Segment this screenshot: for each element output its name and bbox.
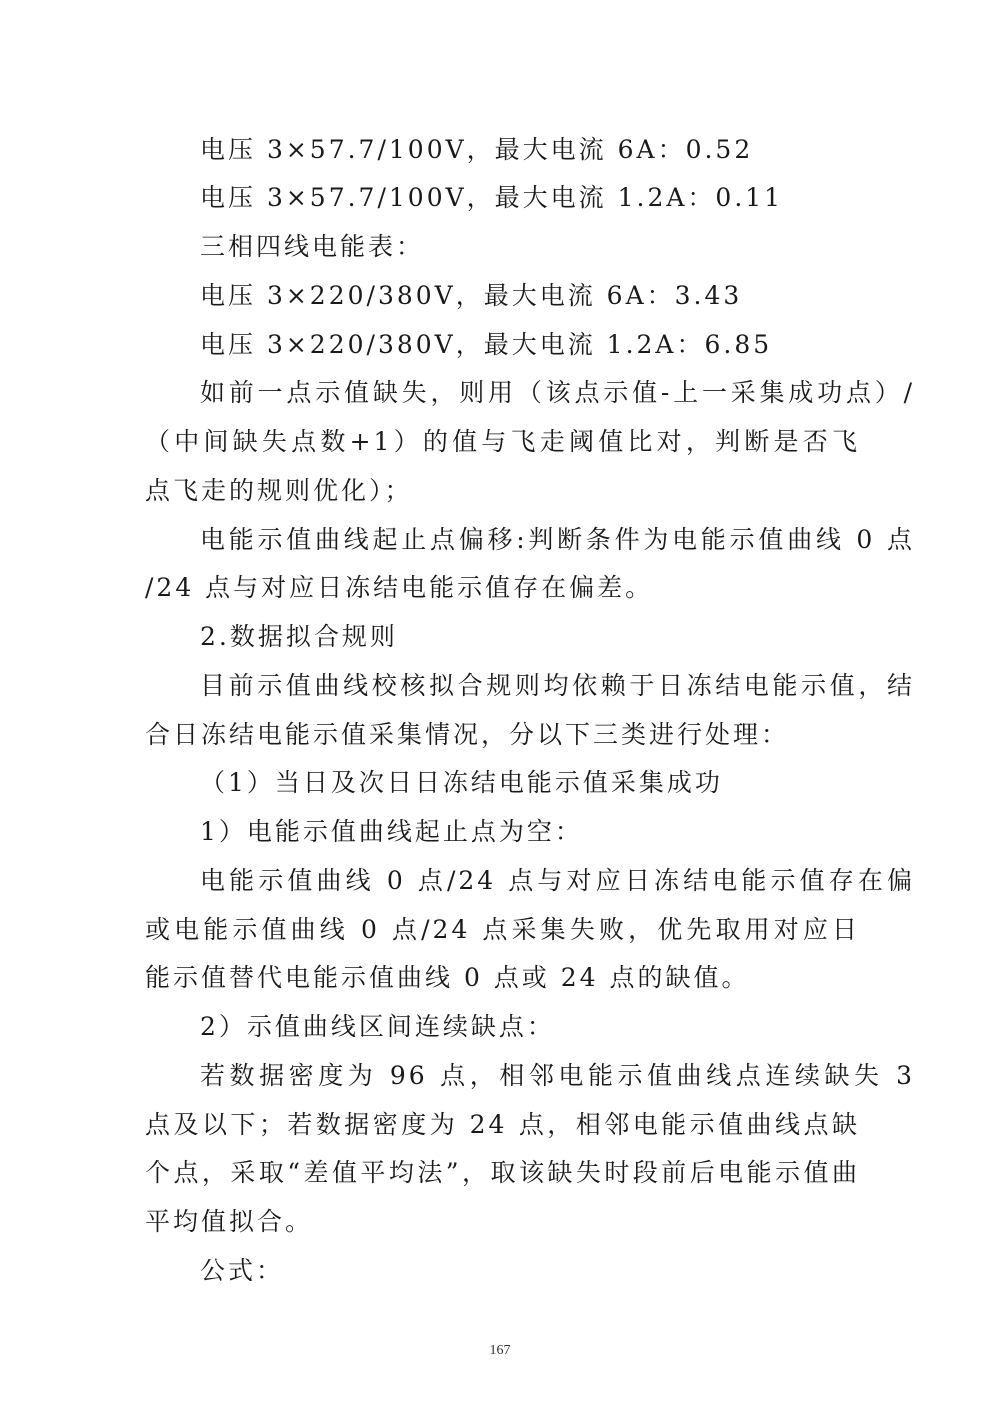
text-line: 合日冻结电能示值采集情况，分以下三类进行处理： — [145, 720, 790, 749]
text-line: 如前一点示值缺失，则用（该点示值-上一采集成功点）/ — [200, 378, 915, 407]
text-line: 电压 3×220/380V，最大电流 6A：3.43 — [200, 281, 743, 310]
text-line: 个点，采取“差值平均法”，取该缺失时段前后电能示值曲 — [145, 1158, 860, 1187]
text-line: 目前示值曲线校核拟合规则均依赖于日冻结电能示值，结 — [200, 671, 915, 700]
text-line: 或电能示值曲线 0 点/24 点采集失败，优先取用对应日 — [145, 915, 860, 944]
subsection-heading: 1）电能示值曲线起止点为空： — [200, 817, 583, 846]
text-line: 点及以下；若数据密度为 24 点，相邻电能示值曲线点缺 — [145, 1110, 860, 1139]
subsection-heading: 2）示值曲线区间连续缺点： — [200, 1012, 555, 1041]
subsection-heading: （1）当日及次日日冻结电能示值采集成功 — [200, 768, 723, 797]
text-line: 三相四线电能表： — [200, 232, 425, 261]
text-line: 电压 3×57.7/100V，最大电流 1.2A：0.11 — [200, 183, 784, 212]
text-line: （中间缺失点数+1）的值与飞走阈值比对，判断是否飞 — [145, 427, 860, 456]
text-line: 电能示值曲线 0 点/24 点与对应日冻结电能示值存在偏 — [200, 866, 915, 895]
text-line: 公式： — [200, 1256, 285, 1285]
text-line: 平均值拟合。 — [145, 1207, 314, 1236]
text-line: 电能示值曲线起止点偏移:判断条件为电能示值曲线 0 点 — [200, 525, 915, 554]
section-heading: 2.数据拟合规则 — [200, 622, 398, 651]
text-line: 电压 3×57.7/100V，最大电流 6A：0.52 — [200, 135, 754, 164]
text-line: 若数据密度为 96 点，相邻电能示值曲线点连续缺失 3 — [200, 1061, 915, 1090]
text-line: 电压 3×220/380V，最大电流 1.2A：6.85 — [200, 330, 773, 359]
text-line: /24 点与对应日冻结电能示值存在偏差。 — [145, 573, 654, 602]
text-line: 能示值替代电能示值曲线 0 点或 24 点的缺值。 — [145, 963, 750, 992]
page-number: 167 — [489, 1343, 511, 1358]
text-line: 点飞走的规则优化）； — [145, 476, 413, 505]
